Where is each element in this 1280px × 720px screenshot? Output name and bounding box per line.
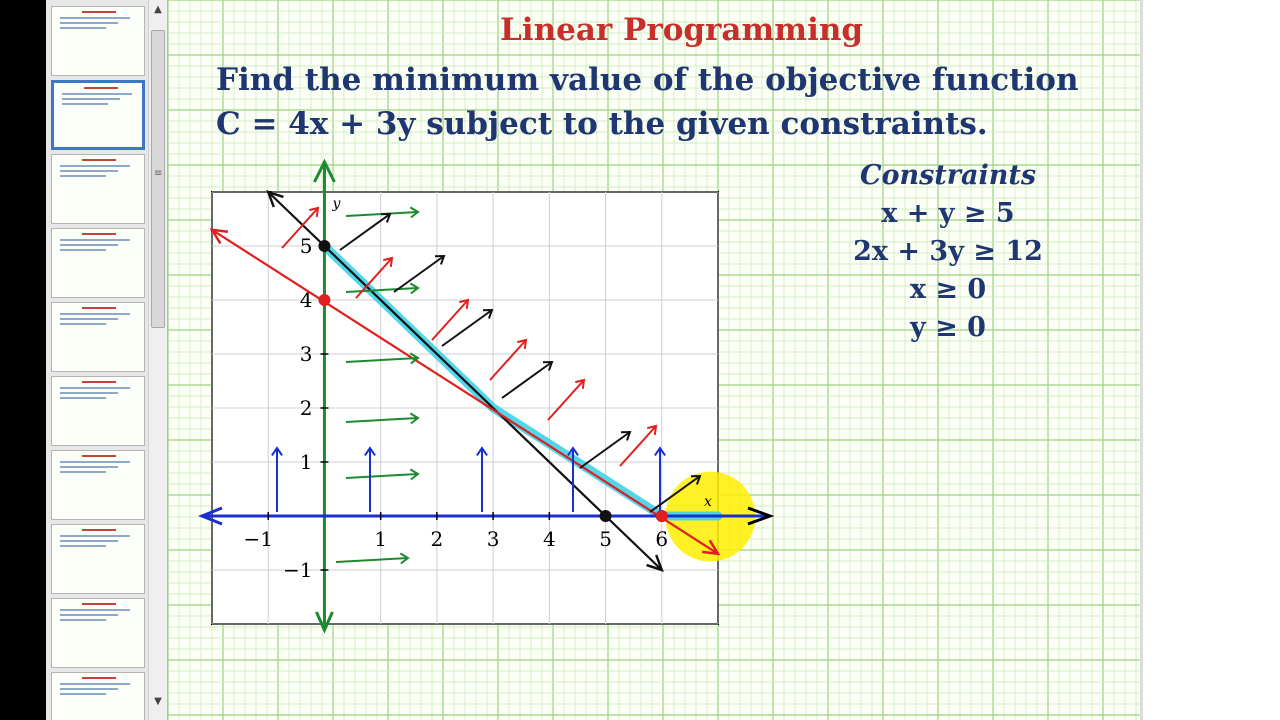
x-tick-label: 5 — [599, 527, 612, 551]
x-tick-label: −1 — [243, 527, 273, 551]
vertex-point — [318, 294, 330, 306]
y-tick-label: 5 — [299, 234, 313, 258]
slide-title: Linear Programming — [500, 12, 864, 48]
y-axis-label: y — [332, 196, 341, 212]
scroll-up-icon[interactable]: ▲ — [154, 4, 162, 15]
y-tick-label: 4 — [299, 288, 313, 312]
constraints-heading: Constraints — [859, 160, 1037, 191]
vertex-point — [318, 240, 330, 252]
x-tick-label: 6 — [655, 527, 669, 551]
scroll-down-icon[interactable]: ▼ — [154, 696, 162, 707]
x-axis-label: x — [704, 494, 712, 510]
constraint-4: y ≥ 0 — [910, 312, 986, 343]
constraint-1: x + y ≥ 5 — [881, 198, 1015, 229]
problem-statement-line-1: Find the minimum value of the objective function — [216, 62, 1079, 98]
y-tick-label: 2 — [299, 396, 313, 420]
y-tick-label: −1 — [282, 558, 313, 582]
x-tick-label: 4 — [542, 527, 556, 551]
y-tick-label: 1 — [299, 450, 313, 474]
y-tick-label: 3 — [299, 342, 313, 366]
x-tick-label: 2 — [430, 527, 444, 551]
problem-statement-line-2: C = 4x + 3y subject to the given constraints. — [216, 106, 988, 142]
x-tick-label: 3 — [486, 527, 500, 551]
grip-icon: ≡ — [154, 168, 163, 179]
vertex-point — [656, 510, 668, 522]
constraint-2: 2x + 3y ≥ 12 — [853, 236, 1043, 267]
x-tick-label: 1 — [374, 527, 388, 551]
constraint-3: x ≥ 0 — [909, 274, 987, 305]
vertex-point — [600, 510, 612, 522]
